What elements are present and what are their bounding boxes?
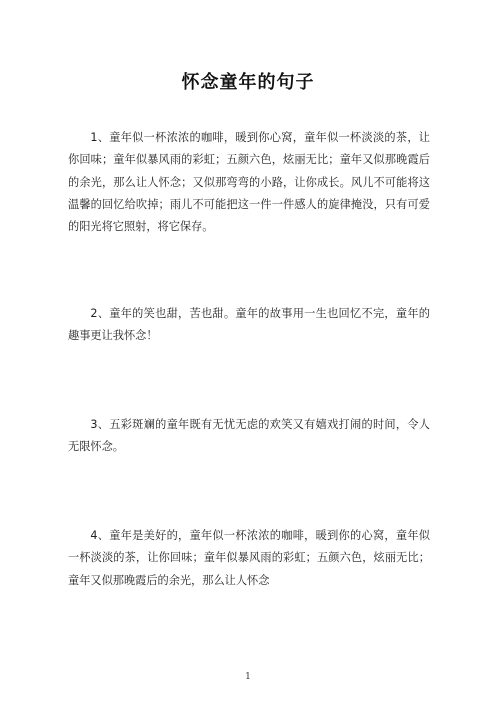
paragraph-1: 1、童年似一杯浓浓的咖啡，暖到你心窝，童年似一杯淡淡的茶，让你回味；童年似暴风雨的彩虹；五颜六色，炫丽无比；童年又似那晚霞后的余光，那么让人怀念；又似那弯弯的小路，让你成长。风儿不可能将这温馨的回忆给吹掉；雨儿不可能把这一件一件感人的旋律掩没，只有可爱的阳光将它照射，将它保存。 — [68, 131, 430, 234]
paragraph-2: 2、童年的笑也甜，苦也甜。童年的故事用一生也回忆不完，童年的趣事更让我怀念！ — [68, 307, 430, 343]
paragraph-4: 4、童年是美好的，童年似一杯浓浓的咖啡，暖到你的心窝，童年似一杯淡淡的茶，让你回味；童年似暴风雨的彩虹；五颜六色，炫丽无比；童年又似那晚霞后的余光，那么让人怀念 — [68, 529, 430, 587]
document-title: 怀念童年的句子 — [181, 72, 315, 93]
page-number: 1 — [245, 672, 251, 682]
paragraph-3: 3、五彩斑斓的童年既有无忧无虑的欢笑又有嬉戏打闹的时间，令人无限怀念。 — [68, 418, 430, 454]
